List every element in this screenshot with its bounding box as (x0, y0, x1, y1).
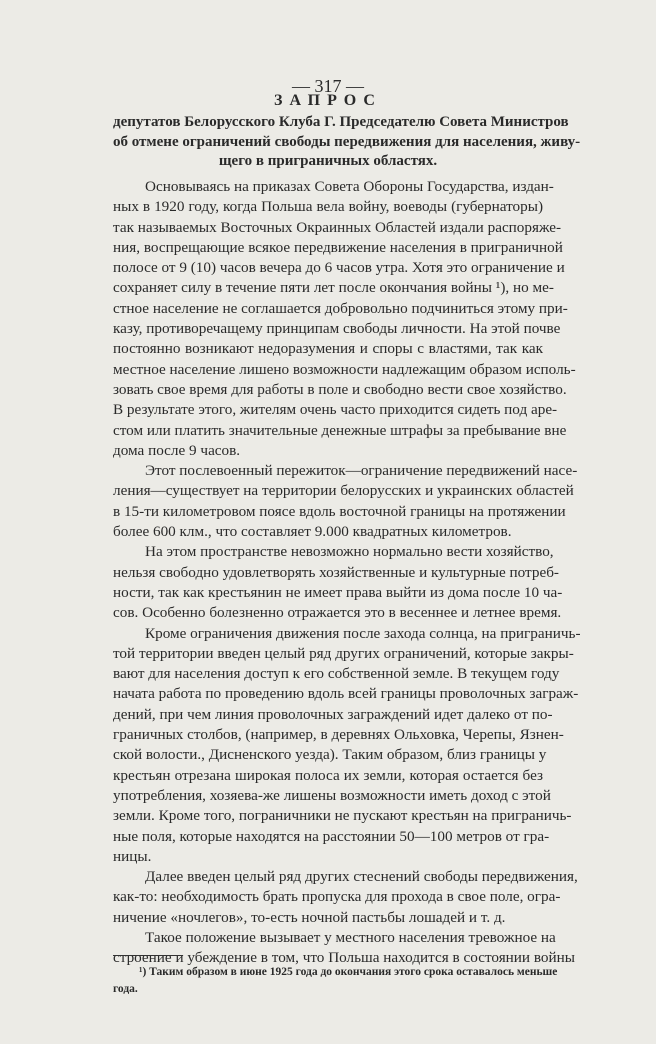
text-line: ской волости., Дисненского уезда). Таким образом, близ границы у (113, 746, 547, 764)
paragraph (113, 542, 563, 623)
text-line: как-то: необходимость брать пропуска для прохода в свое поле, огра- (113, 888, 561, 906)
text-line: ления—существует на территории белорусских и украинских областей (113, 482, 574, 500)
footnote (113, 964, 558, 998)
paragraph (113, 867, 578, 928)
text-line: строение и убеждение в том, что Польша находится в состоянии войны (113, 949, 575, 967)
text-line: земли. Кроме того, пограничники не пускают крестьян на приграничь- (113, 807, 572, 825)
text-line: той территории введен целый ряд других ограничений, которые закры- (113, 644, 574, 662)
text-line: вают для населения доступ к его собственной земле. В текущем году (113, 665, 560, 683)
text-line: Далее введен целый ряд других стеснений свободы передвижения, (145, 868, 578, 886)
text-line: полосе от 9 (10) часов вечера до 6 часов утра. Хотя это ограничение и (113, 259, 565, 277)
text-line: употребления, хозяева-же лишены возможности иметь доход с этой (113, 786, 551, 804)
text-line: ности, так как крестьянин не имеет права выйти из дома после 10 ча- (113, 583, 563, 601)
text-line: ния, воспрещающие всякое передвижение населения в приграничной (113, 238, 563, 256)
heading-line: депутатов Белорусского Клуба Г. Председателю Совета Министров (113, 114, 569, 130)
paragraph (113, 624, 581, 868)
page-number: — 317 — (292, 76, 364, 96)
text-line: местное население лишено возможности надлежащим образом исполь- (113, 360, 576, 378)
text-line: Этот послевоенный пережиток—ограничение передвижений насе- (145, 462, 578, 480)
text-line: Такое положение вызывает у местного населения тревожное на (145, 928, 556, 946)
text-line: сохраняет силу в течение пяти лет после окончания войны ¹), но ме- (113, 279, 554, 297)
text-line: казу, противоречащему принципам свободы личности. На этой почве (113, 320, 561, 338)
text-line: стом или платить значительные денежные штрафы за пребывание вне (113, 421, 567, 439)
footnote-divider (113, 955, 183, 956)
text-line: ничение «ночлегов», то-есть ночной пастьбы лошадей и т. д. (113, 908, 506, 926)
heading-line: щего в приграничных областях. (218, 153, 438, 169)
text-line: стное население не соглашается добровольно подчиниться этому при- (113, 299, 568, 317)
document-heading (113, 113, 581, 172)
text-line: граничных столбов, (например, в деревнях Ольховка, Черепы, Язнен- (113, 726, 564, 744)
heading-line: об отмене ограничений свободы передвижения для населения, живу- (113, 133, 581, 150)
paragraph (113, 177, 576, 461)
text-line: В результате этого, жителям очень часто приходится сидеть под аре- (113, 401, 558, 419)
text-line: ные поля, которые находятся на расстоянии 50—100 метров от гра- (113, 827, 550, 845)
text-line: в 15-ти километровом поясе вдоль восточной границы на протяжении (113, 502, 566, 520)
footnote-line: ¹) Таким образом в июне 1925 года до окончания этого срока оставалось меньше (139, 966, 558, 978)
text-line: ницы. (113, 847, 152, 865)
text-line: зовать свое время для работы в поле и свободно вести свое хозяйство. (113, 380, 567, 398)
document-body (113, 177, 581, 969)
text-line: дений, при чем линия проволочных заграждений идет далеко от по- (113, 705, 553, 723)
text-line: Основываясь на приказах Совета Обороны Государства, издан- (145, 178, 554, 195)
text-line: начата работа по проведению вдоль всей границы проволочных заграж- (113, 685, 579, 703)
text-line: На этом пространстве невозможно нормально вести хозяйство, (145, 543, 554, 561)
text-line: крестьян отрезана широкая полоса их земли, которая остается без (113, 766, 543, 784)
paragraph (113, 461, 578, 542)
text-line: Кроме ограничения движения после захода солнца, на приграничь- (145, 624, 581, 642)
footnote-line: года. (113, 983, 138, 995)
text-line: более 600 клм., что составляет 9.000 квадратных километров. (113, 523, 512, 541)
text-line: нельзя свободно удовлетворять хозяйственные и культурные потреб- (113, 563, 559, 581)
text-line: сов. Особенно болезненно отражается это в весеннее и летнее время. (113, 604, 562, 622)
text-line: ных в 1920 году, когда Польша вела войну, воеводы (губернаторы) (113, 198, 543, 216)
text-line: постоянно возникают недоразумения и споры с властями, так как (113, 340, 543, 358)
text-line: так называемых Восточных Окраинных Областей издали распоряже- (113, 218, 562, 236)
paragraph (113, 928, 575, 969)
text-line: дома после 9 часов. (113, 441, 241, 459)
document-title: ЗАПРОС (274, 92, 382, 109)
